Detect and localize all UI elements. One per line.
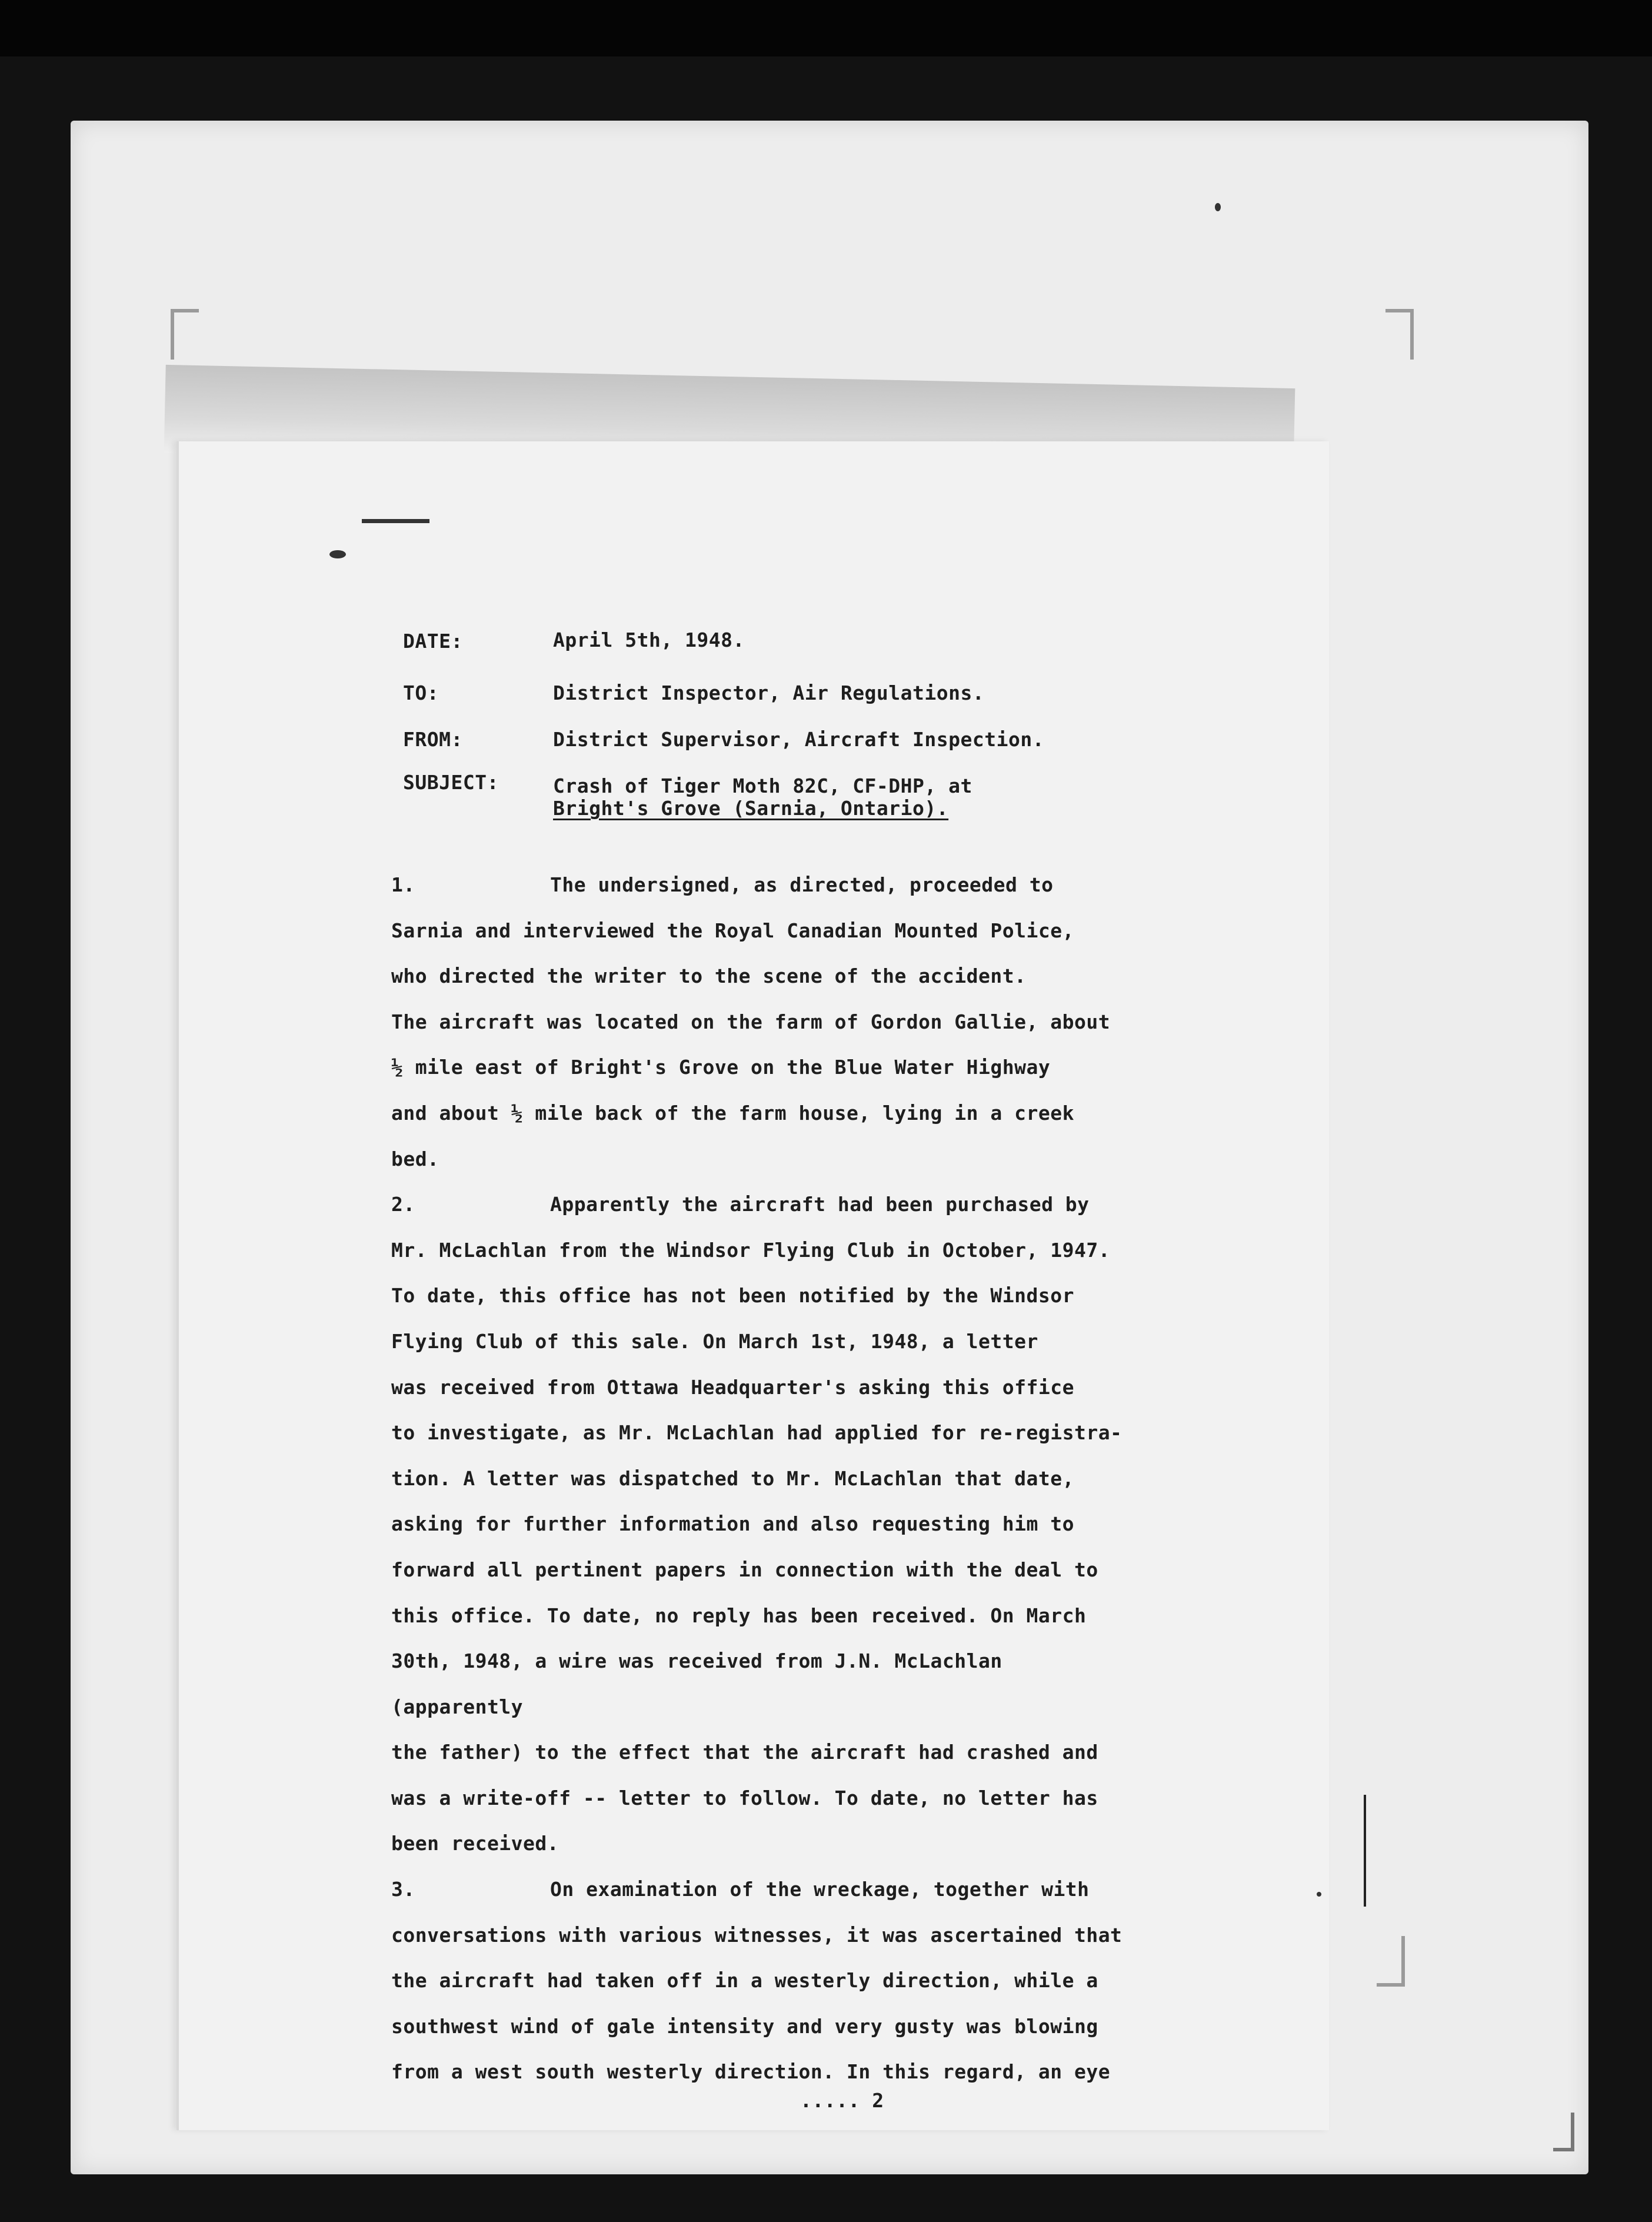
paragraph-number: 2. — [391, 1193, 415, 1216]
paragraph-line-text: Sarnia and interviewed the Royal Canadian Mounted Police, — [391, 919, 1074, 942]
text-line — [391, 1501, 1133, 1547]
subject-line-2-text: Bright's Grove (Sarnia, Ontario). — [553, 797, 949, 820]
text-line — [391, 1729, 1133, 1775]
to-value: District Inspector, Air Regulations. — [553, 681, 985, 704]
text-line — [391, 1319, 1133, 1365]
text-line — [391, 1456, 1133, 1502]
paragraph-line-text: ½ mile east of Bright's Grove on the Blue Water Highway — [391, 1056, 1051, 1079]
paragraph-line-text: been received. — [391, 1832, 559, 1855]
text-line — [391, 1182, 1133, 1228]
paragraph-line-text: forward all pertinent papers in connection with the deal to — [391, 1558, 1098, 1581]
text-line — [391, 1958, 1133, 2004]
paragraph-line-text: Flying Club of this sale. On March 1st, 1948, a letter — [391, 1329, 1038, 1353]
text-line — [391, 999, 1133, 1045]
to-label: TO: — [403, 681, 439, 704]
text-line — [391, 1638, 1133, 1729]
paragraph-line-text: southwest wind of gale intensity and very gusty was blowing — [391, 2014, 1098, 2038]
paragraph-line-text: was a write-off -- letter to follow. To date, no letter has — [391, 1786, 1098, 1809]
text-line — [391, 953, 1133, 999]
text-line — [391, 862, 1133, 908]
text-line — [391, 1410, 1133, 1456]
paragraph-line-text: from a west south westerly direction. In this regard, an eye — [391, 2060, 1111, 2084]
text-line — [391, 1547, 1133, 1593]
date-label: DATE: — [403, 630, 463, 653]
text-line — [391, 1593, 1133, 1639]
text-line — [391, 2004, 1133, 2050]
paragraph-line-text: who directed the writer to the scene of the accident. — [391, 964, 1027, 988]
subject-label: SUBJECT: — [403, 771, 499, 794]
paragraph-line-text: asking for further information and also requesting him to — [391, 1512, 1074, 1536]
from-label: FROM: — [403, 728, 463, 751]
date-value: April 5th, 1948. — [553, 628, 745, 651]
text-line — [391, 1867, 1133, 1912]
paragraph-line-text: To date, this office has not been notified by the Windsor — [391, 1284, 1074, 1308]
subject-line-1: Crash of Tiger Moth 82C, CF-DHP, at — [553, 774, 972, 797]
paragraph-line-text: was received from Ottawa Headquarter's asking this office — [391, 1375, 1074, 1399]
text-line — [391, 1912, 1133, 1958]
text-line — [391, 1821, 1133, 1867]
paragraph-line-text: bed. — [391, 1147, 439, 1170]
text-line — [391, 1090, 1133, 1136]
paragraph-line-text: Apparently the aircraft had been purchased by — [550, 1193, 1090, 1216]
text-line — [391, 1045, 1133, 1090]
paragraph-number: 3. — [391, 1878, 415, 1901]
paragraph-line-text: this office. To date, no reply has been received. On March — [391, 1604, 1087, 1627]
paragraph-line-text: and about ½ mile back of the farm house, lying in a creek — [391, 1101, 1074, 1125]
paragraph-number: 1. — [391, 873, 415, 896]
paragraph-list — [391, 862, 1133, 2095]
page-continuation: ..... 2 — [800, 2089, 884, 2112]
text-line — [391, 908, 1133, 954]
paragraph-line-text: tion. A letter was dispatched to Mr. McLachlan that date, — [391, 1466, 1074, 1490]
paragraph-line-text: The aircraft was located on the farm of Gordon Gallie, about — [391, 1010, 1111, 1033]
paragraph-line-text: the aircraft had taken off in a westerly direction, while a — [391, 1969, 1098, 1993]
text-line — [391, 1228, 1133, 1273]
paragraph-line-text: On examination of the wreckage, together with — [550, 1878, 1090, 1901]
subject-line-2 — [553, 797, 1318, 820]
text-line — [391, 1365, 1133, 1411]
paragraph-line-text: conversations with various witnesses, it was ascertained that — [391, 1923, 1123, 1947]
paragraph-line-text: the father) to the effect that the aircraft had crashed and — [391, 1741, 1098, 1764]
text-line — [391, 1775, 1133, 1821]
text-line — [391, 1136, 1133, 1182]
text-line — [391, 1273, 1133, 1319]
memo-body — [391, 862, 1133, 2095]
paragraph-line-text: The undersigned, as directed, proceeded to — [550, 873, 1054, 896]
text-line — [391, 2049, 1133, 2095]
paragraph-line-text: 30th, 1948, a wire was received from J.N. McLachlan (apparently — [391, 1649, 1002, 1718]
from-value: District Supervisor, Aircraft Inspection. — [553, 728, 1045, 751]
paragraph-line-text: Mr. McLachlan from the Windsor Flying Club in October, 1947. — [391, 1238, 1111, 1262]
paragraph-line-text: to investigate, as Mr. McLachlan had applied for re-registra- — [391, 1421, 1123, 1445]
